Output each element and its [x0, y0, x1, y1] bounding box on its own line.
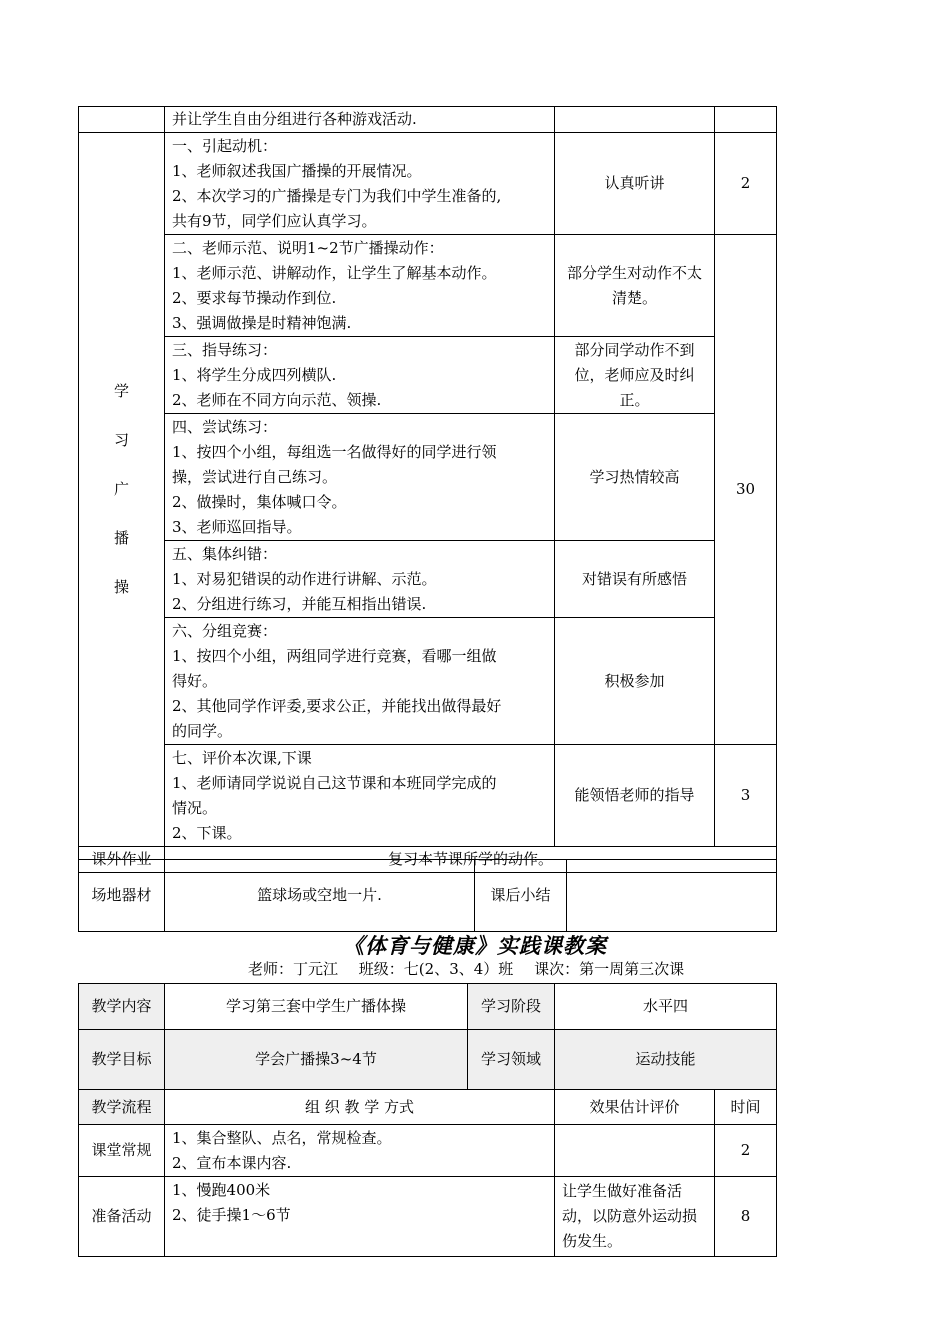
step-eval: 积极参加 [555, 618, 715, 745]
summary-label: 课后小结 [475, 860, 567, 932]
row-eval: 让学生做好准备活动，以防意外运动损伤发生。 [555, 1177, 715, 1257]
row-time: 8 [715, 1177, 777, 1257]
stage-label: 学习阶段 [468, 984, 555, 1030]
row-label: 准备活动 [79, 1177, 165, 1257]
method-header: 组 织 教 学 方式 [165, 1090, 555, 1125]
step-content: 三、指导练习： 1、将学生分成四列横队. 2、老师在不同方向示范、领操. [165, 337, 555, 414]
empty-cell [79, 107, 165, 133]
content-value: 学习第三套中学生广播体操 [165, 984, 468, 1030]
row-label: 课堂常规 [79, 1125, 165, 1177]
step-content: 二、老师示范、说明1~2节广播操动作： 1、老师示范、讲解动作，让学生了解基本动作。 2、要求每节操动作到位. 3、强调做操是时精神饱满. [165, 235, 555, 337]
step-time: 3 [715, 745, 777, 847]
class-info: 班级：七(2、3、4）班 [358, 960, 514, 978]
homework-label: 课外作业 [79, 847, 165, 873]
step-eval: 对错误有所感悟 [555, 541, 715, 618]
step-content: 一、引起动机： 1、老师叙述我国广播操的开展情况。 2、本次学习的广播操是专门为我们中学生准备的, 共有9节，同学们应认真学习。 [165, 133, 555, 235]
lesson-plan-table [78, 983, 777, 1257]
step-content: 五、集体纠错： 1、对易犯错误的动作进行讲解、示范。 2、分组进行练习，并能互相指出错误. [165, 541, 555, 618]
goal-label: 教学目标 [79, 1030, 165, 1090]
summary-text [567, 860, 777, 932]
stage-value: 水平四 [555, 984, 777, 1030]
step-content: 七、评价本次课,下课 1、老师请同学说说自己这节课和本班同学完成的 情况。 2、下课。 [165, 745, 555, 847]
time-header: 时间 [715, 1090, 777, 1125]
domain-value: 运动技能 [555, 1030, 777, 1090]
step-content: 六、分组竞赛： 1、按四个小组，两组同学进行竞赛，看哪一组做 得好。 2、其他同学作评委,要求公正，并能找出做得最好 的同学。 [165, 618, 555, 745]
step-eval: 部分学生对动作不太清楚。 [555, 235, 715, 337]
content-label: 教学内容 [79, 984, 165, 1030]
empty-cell [715, 107, 777, 133]
step-eval: 能领悟老师的指导 [555, 745, 715, 847]
row-content: 1、集合整队、点名，常规检查。 2、宣布本课内容. [165, 1125, 555, 1177]
step-eval: 学习热情较高 [555, 414, 715, 541]
teacher-name: 老师：丁元江 [248, 960, 339, 978]
step-time: 2 [715, 133, 777, 235]
eval-header: 效果估计评价 [555, 1090, 715, 1125]
row-time: 2 [715, 1125, 777, 1177]
step-eval: 部分同学动作不到位，老师应及时纠正。 [555, 337, 715, 414]
row-eval [555, 1125, 715, 1177]
domain-label: 学习领域 [468, 1030, 555, 1090]
page-title: 《体育与健康》实践课教案 [343, 933, 607, 958]
venue-text: 篮球场或空地一片. [165, 860, 475, 932]
row-content: 1、慢跑400米 2、徒手操1～6节 [165, 1177, 555, 1257]
empty-cell [555, 107, 715, 133]
flow-header: 教学流程 [79, 1090, 165, 1125]
venue-label: 场地器材 [79, 860, 165, 932]
homework-text: 复习本节课所学的动作。 [165, 847, 777, 873]
teacher-info [248, 958, 700, 979]
step-time: 30 [715, 235, 777, 745]
step-content: 四、尝试练习： 1、按四个小组，每组选一名做得好的同学进行领 操，尝试进行自己练习。 2、做操时，集体喊口令。 3、老师巡回指导。 [165, 414, 555, 541]
venue-table [78, 859, 777, 932]
session-info: 课次：第一周第三次课 [534, 960, 685, 978]
row-text: 并让学生自由分组进行各种游戏活动. [165, 107, 555, 133]
goal-value: 学会广播操3~4节 [165, 1030, 468, 1090]
step-eval: 认真听讲 [555, 133, 715, 235]
lesson-plan-table-continued [78, 106, 777, 873]
section-label: 学 习 广 播 操 [79, 133, 165, 847]
